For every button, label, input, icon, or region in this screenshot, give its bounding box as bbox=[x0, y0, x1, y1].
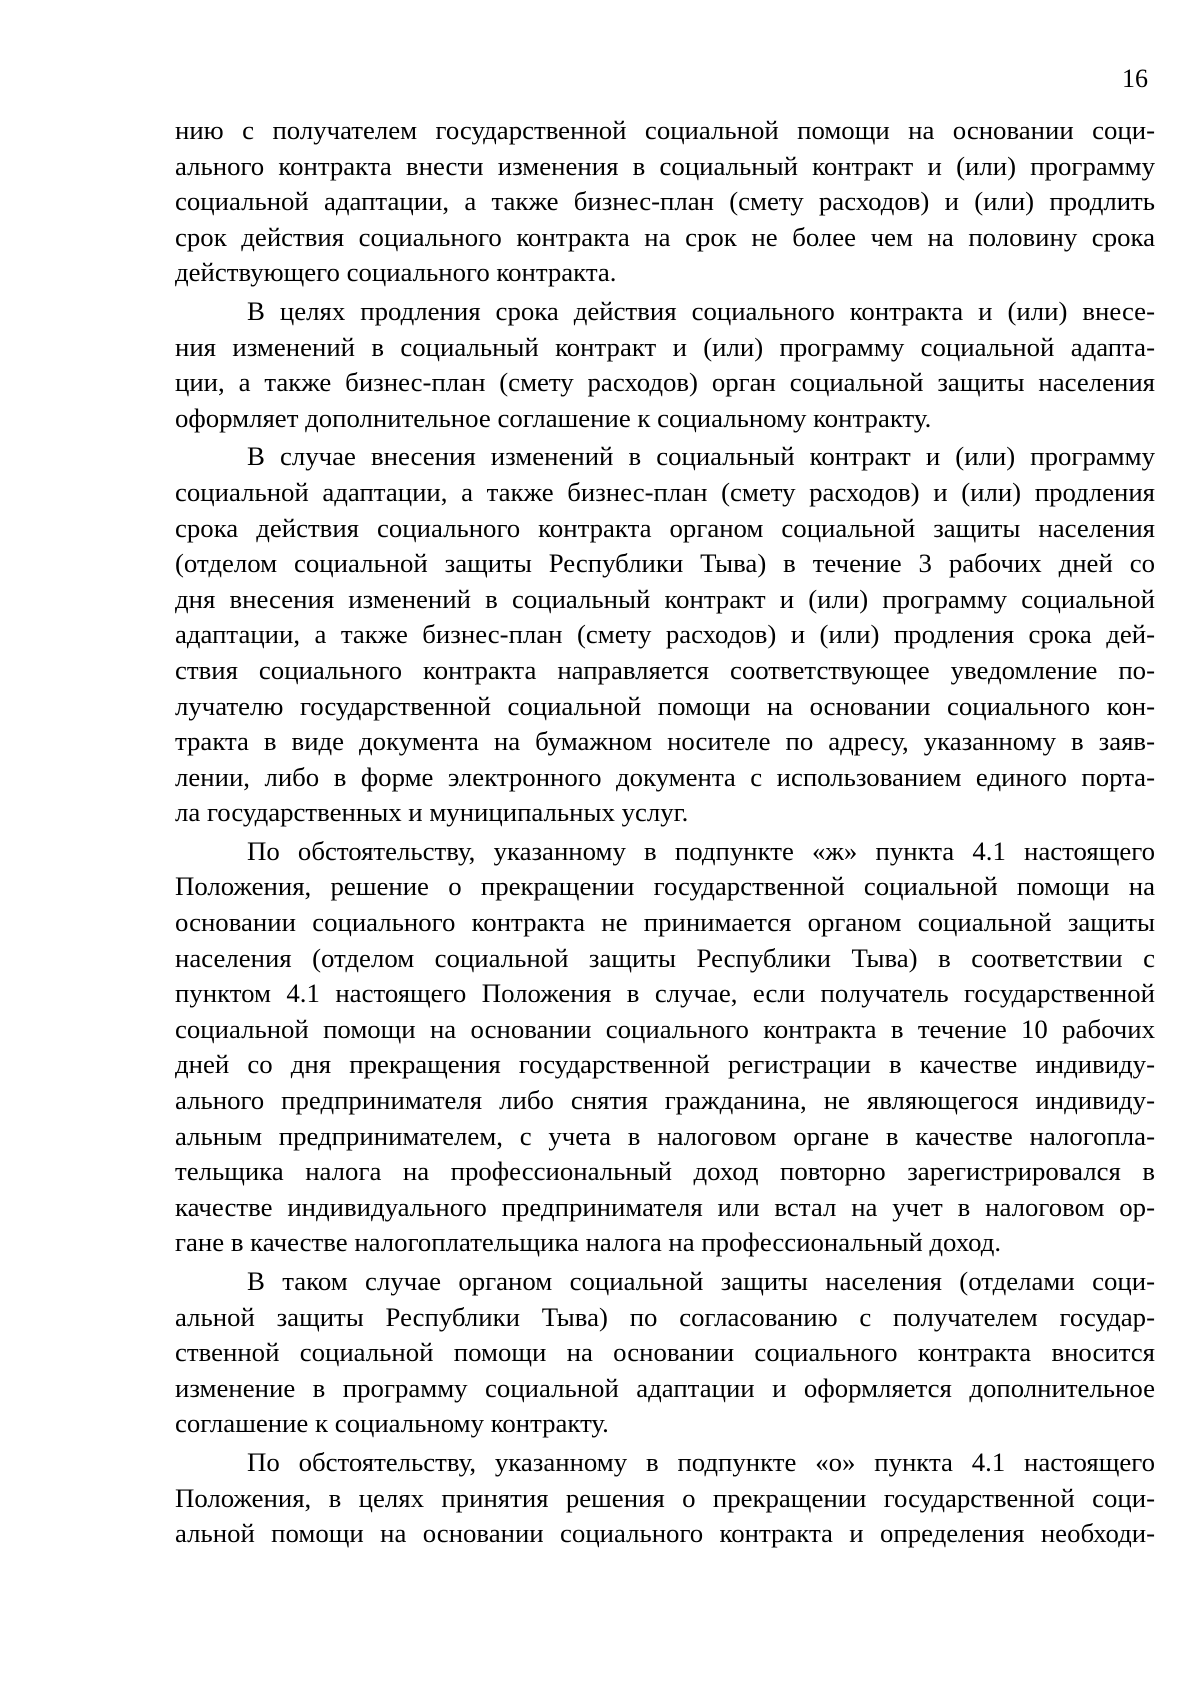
text-line: ла государственных и муниципальных услуг. bbox=[175, 797, 689, 828]
text-line: ального предпринимателя либо снятия гражданина, не являющегося индивиду- bbox=[175, 1085, 1155, 1116]
paragraph bbox=[175, 834, 1155, 1261]
text-line: альной помощи на основании социального контракта и определения необходи- bbox=[175, 1518, 1155, 1549]
body-text bbox=[175, 113, 1155, 1552]
text-line: изменение в программу социальной адаптации и оформляется дополнительное bbox=[175, 1372, 1155, 1403]
text-line: ния изменений в социальный контракт и (или) программу социальной адапта- bbox=[175, 331, 1155, 362]
text-line: гане в качестве налогоплательщика налога на профессиональный доход. bbox=[175, 1227, 1002, 1258]
text-line: Положения, в целях принятия решения о прекращении государственной соци- bbox=[175, 1482, 1155, 1513]
text-line: социальной адаптации, а также бизнес-план (смету расходов) и (или) продлить bbox=[175, 186, 1155, 217]
text-line: дня внесения изменений в социальный контракт и (или) программу социальной bbox=[175, 583, 1155, 614]
text-line: основании социального контракта не принимается органом социальной защиты bbox=[175, 907, 1155, 938]
paragraph bbox=[175, 1445, 1155, 1552]
text-line: срока действия социального контракта органом социальной защиты населения bbox=[175, 512, 1155, 543]
text-line: социальной адаптации, а также бизнес-план (смету расходов) и (или) продления bbox=[175, 476, 1155, 507]
text-line: лении, либо в форме электронного документа с использованием единого порта- bbox=[175, 761, 1155, 792]
text-line: Положения, решение о прекращении государственной социальной помощи на bbox=[175, 871, 1155, 902]
paragraph bbox=[175, 113, 1155, 291]
text-line: По обстоятельству, указанному в подпункте «о» пункта 4.1 настоящего bbox=[247, 1446, 1155, 1477]
text-line: тракта в виде документа на бумажном носителе по адресу, указанному в заяв- bbox=[175, 726, 1155, 757]
text-line: тельщика налога на профессиональный доход повторно зарегистрировался в bbox=[175, 1156, 1155, 1187]
text-line: ствия социального контракта направляется соответствующее уведомление по- bbox=[175, 654, 1155, 685]
text-line: соглашение к социальному контракту. bbox=[175, 1408, 609, 1439]
text-line: (отделом социальной защиты Республики Тыва) в течение 3 рабочих дней со bbox=[175, 548, 1155, 579]
text-line: оформляет дополнительное соглашение к социальному контракту. bbox=[175, 402, 932, 433]
text-line: населения (отделом социальной защиты Республики Тыва) в соответствии с bbox=[175, 942, 1155, 973]
text-line: действующего социального контракта. bbox=[175, 257, 617, 288]
text-line: адаптации, а также бизнес-план (смету расходов) и (или) продления срока дей- bbox=[175, 619, 1155, 650]
text-line: социальной помощи на основании социального контракта в течение 10 рабочих bbox=[175, 1013, 1155, 1044]
text-line: В таком случае органом социальной защиты населения (отделами соци- bbox=[247, 1266, 1155, 1296]
text-line: ального контракта внести изменения в социальный контракт и (или) программу bbox=[175, 150, 1155, 181]
text-line: ции, а также бизнес-план (смету расходов) орган социальной защиты населения bbox=[175, 367, 1155, 398]
text-line: В целях продления срока действия социального контракта и (или) внесе- bbox=[247, 295, 1155, 326]
paragraph bbox=[175, 294, 1155, 436]
text-line: качестве индивидуального предпринимателя или встал на учет в налоговом ор- bbox=[175, 1191, 1155, 1222]
paragraph bbox=[175, 1264, 1155, 1442]
paragraph bbox=[175, 439, 1155, 831]
text-line: лучателю государственной социальной помощи на основании социального кон- bbox=[175, 690, 1155, 721]
text-line: альным предпринимателем, с учета в налоговом органе в качестве налогопла- bbox=[175, 1120, 1155, 1151]
text-line: нию с получателем государственной социальной помощи на основании соци- bbox=[175, 115, 1155, 145]
text-line: В случае внесения изменений в социальный контракт и (или) программу bbox=[247, 441, 1155, 472]
text-line: По обстоятельству, указанному в подпункте «ж» пункта 4.1 настоящего bbox=[247, 835, 1155, 866]
page-number: 16 bbox=[1122, 64, 1148, 93]
text-line: срок действия социального контракта на срок не более чем на половину срока bbox=[175, 221, 1155, 252]
text-line: пунктом 4.1 настоящего Положения в случае, если получатель государственной bbox=[175, 978, 1155, 1009]
text-line: ственной социальной помощи на основании социального контракта вносится bbox=[175, 1337, 1155, 1368]
text-line: альной защиты Республики Тыва) по согласованию с получателем государ- bbox=[175, 1301, 1155, 1332]
text-line: дней со дня прекращения государственной регистрации в качестве индивиду- bbox=[175, 1049, 1155, 1080]
